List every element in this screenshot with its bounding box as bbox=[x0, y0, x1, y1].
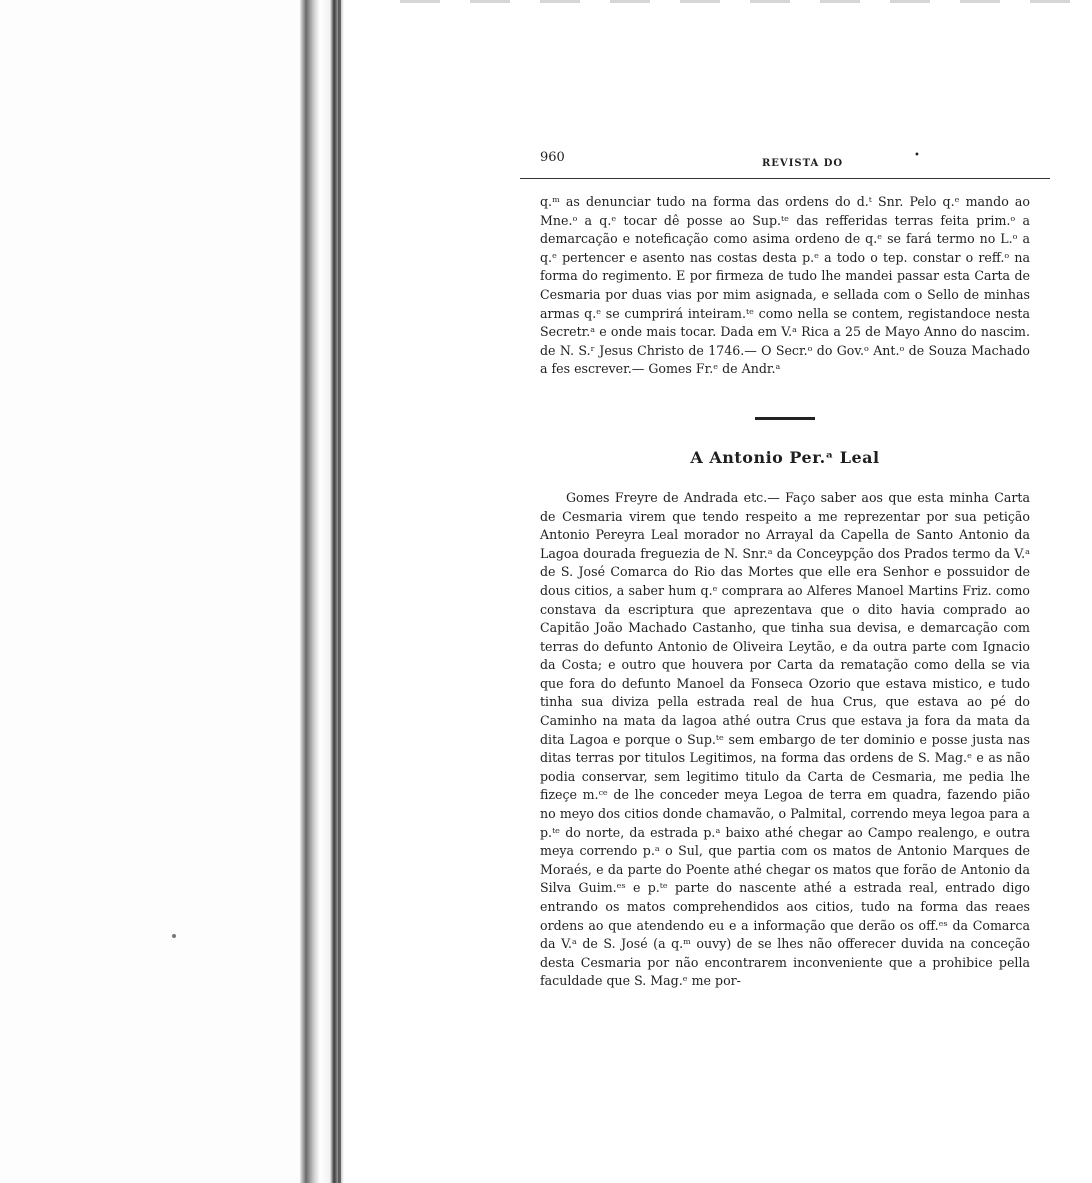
page-number: 960 bbox=[540, 150, 565, 165]
scan-speck bbox=[172, 934, 176, 938]
document-page bbox=[520, 150, 1050, 991]
left-facing-page bbox=[0, 0, 300, 1183]
section-heading: A Antonio Per.ᵃ Leal bbox=[690, 447, 880, 467]
gutter-shadow-line bbox=[338, 0, 341, 1183]
scan-edge-artifact bbox=[400, 0, 1092, 3]
header-mark: • bbox=[914, 150, 920, 161]
book-gutter bbox=[300, 0, 386, 1183]
paragraph-body: Gomes Freyre de Andrada etc.— Faço saber aos que esta minha Carta de Cesmaria virem que tendo respeito a me reprezentar por sua petição Antonio Pereyra Leal morador no Arrayal da Capella de Santo Antonio da Lagoa dourada freguezia de N. Snr.ᵃ da Conceypção dos Prados termo da V.ᵃ de S. José Comarca do Rio das Mortes que elle era Senhor e possuidor de dous citios, a saber hum q.ᵉ comprara ao Alferes Manoel Martins Friz. como constava da escriptura que aprezentava que o dito havia comprado ao Capitão João Machado Castanho, que tinha sua devisa, e demarcação com terras do defunto Antonio de Oliveira Leytão, e da outra parte com Ignacio da Costa; e outro que houvera por Carta da rematação como della se via que fora do defunto Manoel da Fonseca Ozorio que estava mistico, e tudo tinha sua diviza pella estrada real de hua Crus, que estava ao pé do Caminho na mata da lagoa athé outra Crus que estava ja fora da mata da dita Lagoa e porque o Sup.ᵗᵉ sem embargo de ter dominio e posse justa nas ditas terras por titulos Legitimos, na forma das ordens de S. Mag.ᵉ e as não podia conservar, sem legitimo titulo da Carta de Cesmaria, me pedia lhe fizeçe m.ᶜᵉ de lhe conceder meya Legoa de terra em quadra, fazendo pião no meyo dos citios donde chamavão, o Palmital, correndo meya legoa para a p.ᵗᵉ do norte, da estrada p.ᵃ baixo athé chegar ao Campo realengo, e outra meya correndo p.ᵃ o Sul, que partia com os matos de Antonio Marques de Moraés, e da parte do Poente athé chegar os matos que forão de Antonio da Silva Guim.ᵉˢ e p.ᵗᵉ parte do nascente athé a estrada real, entrado digo entrando os matos comprehendidos aos citios, tudo na forma das reaes ordens ao que atendendo eu e a informação que derão os off.ᵉˢ da Comarca da V.ᵃ de S. José (a q.ᵐ ouvy) de se lhes não offerecer duvida na conceção desta Cesmaria por não encontrarem inconveniente que a prohibice pella faculdade que S. Mag.ᵉ me por- bbox=[540, 489, 1030, 989]
page-header bbox=[520, 150, 1050, 179]
paragraph-continuation: q.ᵐ as denunciar tudo na forma das ordens do d.ᵗ Snr. Pelo q.ᵉ mando ao Mne.ᵒ a q.ᵉ tocar dê posse ao Sup.ᵗᵉ das refferidas terras feita prim.ᵒ a demarcação e noteficação como asima ordeno de q.ᵉ se fará termo no L.ᵒ a q.ᵉ pertencer e asento nas costas desta p.ᵉ a todo o tep. constar o reff.ᵒ na forma do regimento. E por firmeza de tudo lhe mandei passar esta Carta de Cesmaria por duas vias por mim asignada, e sellada com o Sello de minhas armas q.ᵉ se cumprirá inteiram.ᵗᵉ como nella se contem, registandoce nesta Secretr.ᵃ e onde mais tocar. Dada em V.ᵃ Rica a 25 de Mayo Anno do nascim. de N. S.ʳ Jesus Christo de 1746.— O Secr.ᵒ do Gov.ᵒ Ant.ᵒ de Souza Machado a fes escrever.— Gomes Fr.ᵉ de Andr.ᵃ bbox=[540, 194, 1030, 377]
section-separator bbox=[755, 417, 815, 420]
running-title: REVISTA DO bbox=[762, 158, 844, 169]
